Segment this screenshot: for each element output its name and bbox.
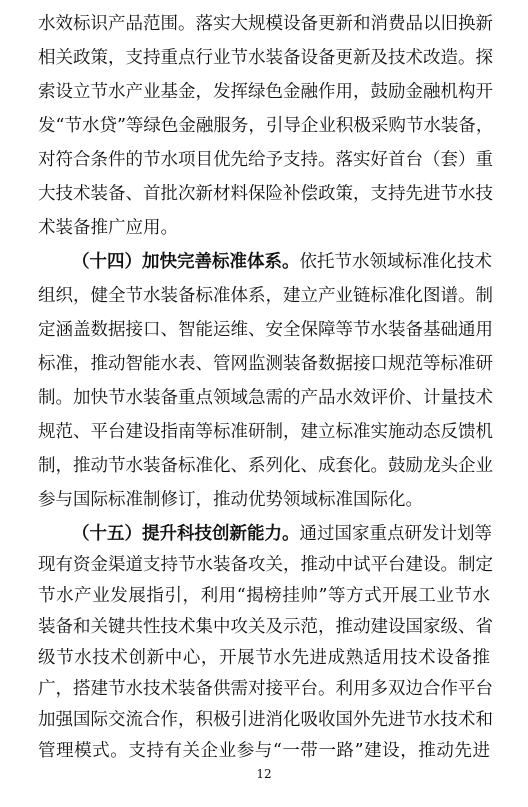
paragraph1-line-2: 相关政策，支持重点行业节水装备设备更新及技术改造。探: [38, 48, 493, 68]
section15-line-3: 节水产业发展指引，利用“揭榜挂帅”等方式开展工业节水: [38, 586, 490, 606]
section15-line-5: 级节水技术创新中心，开展节水先进成熟适用技术设备推: [38, 648, 490, 668]
section14-line-6: 规范、平台建设指南等标准研制，建立标准实施动态反馈机: [38, 422, 493, 442]
page-number: 12: [256, 767, 272, 781]
section15-first-line-rest: 通过国家重点研发计划等: [299, 524, 492, 544]
section14-line-4: 标准，推动智能水表、管网监测装备数据接口规范等标准研: [38, 354, 493, 374]
section15-line-7: 加强国际交流合作，积极引进消化吸收国外先进节水技术和: [38, 710, 493, 730]
section14-line-7: 制，推动节水装备标准化、系列化、成套化。鼓励龙头企业: [38, 456, 493, 476]
section14-heading: （十四）加快完善标准体系。: [72, 252, 300, 272]
section15-line-2: 现有资金渠道支持节水装备攻关，推动中试平台建设。制定: [38, 555, 493, 575]
section14-first-line: [72, 250, 490, 274]
paragraph1-line-4: 发“节水贷”等绿色金融服务，引导企业积极采购节水装备，: [38, 116, 494, 136]
paragraph1-line-3: 索设立节水产业基金，发挥绿色金融作用，鼓励金融机构开: [38, 82, 493, 102]
section14-first-line-rest: 依托节水领域标准化技术: [299, 252, 492, 272]
section15-heading: （十五）提升科技创新能力。: [72, 524, 300, 544]
paragraph1-line-7: 术装备推广应用。: [38, 218, 178, 238]
section15-line-6: 广，搭建节水技术装备供需对接平台。利用多双边合作平台: [38, 679, 493, 699]
section15-line-4: 装备和关键共性技术集中攻关及示范，推动建设国家级、省: [38, 617, 493, 637]
section15-first-line: [72, 522, 490, 546]
section14-line-8: 参与国际标准制修订，推动优势领域标准国际化。: [38, 490, 423, 510]
section14-line-3: 定涵盖数据接口、智能运维、安全保障等节水装备基础通用: [38, 320, 493, 340]
paragraph1-line-6: 大技术装备、首批次新材料保险补偿政策，支持先进节水技: [38, 184, 493, 204]
section15-line-8: 管理模式。支持有关企业参与“一带一路”建设，推动先进: [38, 741, 490, 761]
paragraph1-line-5: 对符合条件的节水项目优先给予支持。落实好首台（套）重: [38, 150, 493, 170]
paragraph1-line-1: 水效标识产品范围。落实大规模设备更新和消费品以旧换新: [38, 14, 493, 34]
section14-line-2: 组织，健全节水装备标准体系，建立产业链标准化图谱。制: [38, 286, 493, 306]
section14-line-5: 制。加快节水装备重点领域急需的产品水效评价、计量技术: [38, 388, 493, 408]
